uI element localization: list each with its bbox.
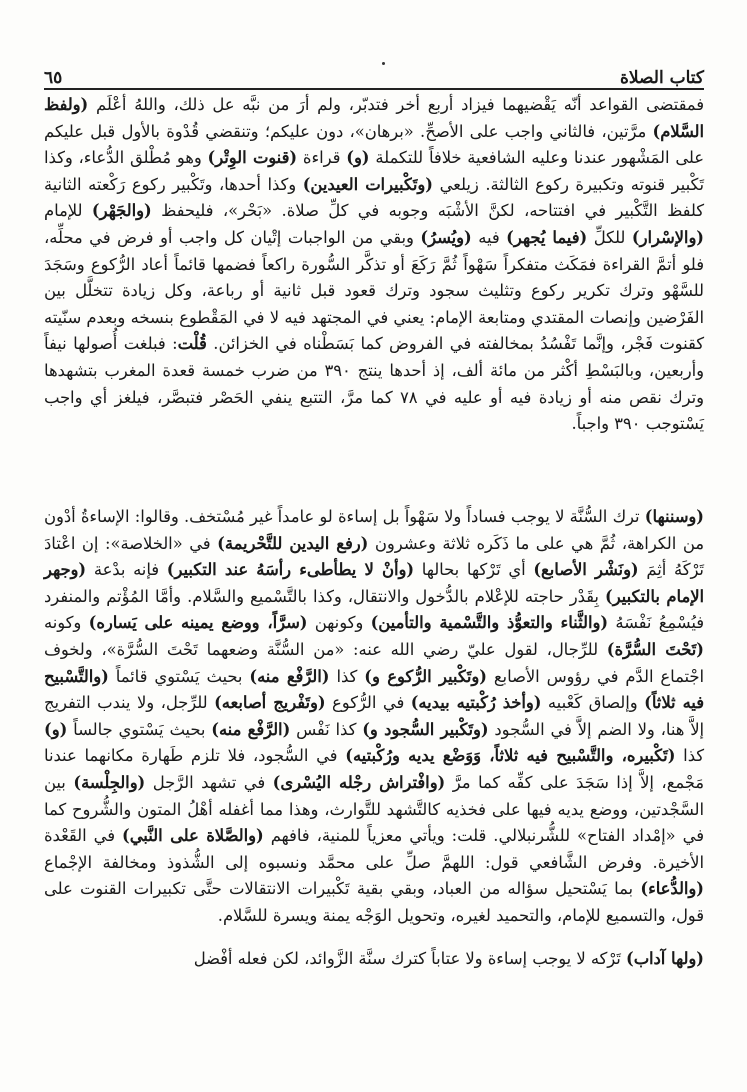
text-run: كذا: [675, 746, 704, 766]
bold-term: (سرَّاً، ووضع يمينه على يَساره): [88, 613, 308, 633]
bold-term: (وأخذ رُكْبتيه بيديه): [410, 693, 542, 713]
text-run: فيه: [471, 227, 507, 247]
bold-term: (رفع اليدين للتَّحْريمة): [217, 533, 369, 553]
bold-term: (والجِلْسة): [73, 772, 146, 792]
text-run: قراءة: [297, 148, 347, 168]
text-run: للكلِّ: [587, 227, 632, 247]
text-run: فمقتضى القواعد أنّه يَقْضيهما فيزاد أربع أخر فتدبّر، ولم أرَ من نبَّه عل ذلك، واللهُ أعْلَم: [88, 95, 704, 114]
text-run: ترك السُّنَّة لا يوجب فساداً ولا سَهْواً بل إساءة لو عامداً غير مُسْتخف. وقالوا: الإساءةُ أدْون من الكراهة، ثُمَّ هي على ما ذَكَره ثلاثة وعشرون: [44, 507, 704, 553]
bold-term: (تَحْتَ السُّرَّة): [606, 639, 704, 659]
text-run: تَرْكه لا يوجب إساءة ولا عتاباً كترك سنَّة الزَّوائد، لكن فعله أفْضل: [193, 948, 626, 968]
bold-term: (الرَّفْع منه): [249, 666, 330, 686]
bold-term: (ولها آداب): [626, 948, 704, 968]
bold-term: (ونَشْر الأصابع): [533, 560, 639, 580]
paragraph-2: [44, 504, 704, 930]
paragraph-1: [44, 92, 704, 490]
text-run: في الرُّكوع: [325, 693, 411, 713]
header-rule: [44, 88, 704, 90]
text-run: وكذا أحدها، وتَكْبير ركوع رَكْعته الثانية كلفظ التَّكْبير في افتتاحه، لكنَّ الأشْبَه وجوبه في كلِّ صلاة. «بَحْر»، فليحفظ: [44, 174, 704, 221]
bold-term: (ولفظ السَّلام): [44, 95, 704, 141]
text-run: بِقَدْر حاجته للإعْلام بالدُّخول والانتقال، وكذا بالتَّسْميع والسَّلام. وأمَّا المُؤْتم والمنفرد فيُسْمِعُ نَفْسَهُ: [44, 586, 705, 633]
text-run: بحيث يَسْتوي جالساً: [67, 719, 212, 739]
bold-term: (ويُسرُ): [420, 227, 472, 247]
bold-term: (وتَكْبير الرُّكوع و): [364, 666, 487, 686]
text-run: في السُّجود، فلا تلزم طَهارة مكانهما عندنا مَجْمع، إلاَّ إذا سَجَدَ على كفِّه كما مرَّ: [44, 746, 704, 792]
bold-term: (وجهر الإمام بالتكبير): [44, 560, 704, 606]
text-run: كذا: [329, 666, 365, 686]
bold-term: (و): [346, 148, 370, 168]
text-run: بين السَّجْدتين، ووضع يديه فيها على فخذيه كالتَّشهد للتَّوارث، وهذا مما أغفله أهْلُ المتون والشُّروح كما في «إمْداد الفتاح» للشُّرنبلالي. قلت: ويأتي معزياً للمنية، فافهم: [44, 772, 704, 846]
bold-term: (وسننها): [644, 507, 704, 526]
bold-term: (وتَكْبيرات العيدين): [302, 174, 433, 194]
page-header: [44, 60, 704, 88]
text-run: وبقي من الواجبات إتْيان كل واجب أو فرض في محلِّه، فلو أتمَّ القراءة فمَكَث متفكراً سَهْواً ثُمَّ رَكَعَ أو تذكَّر السُّورة راكعاً فضمها قائماً أعاد الرُّكوع وسَجَدَ للسَّهْو وترك تكرير ركوع وتثليث سجود وترك قعود قبل ثانية أو رباعة، وكل زيادة تتخلَّل بين الفَرْضين وإنصات المقتدي ومتابعة الإمام: يعني في المجتهد فيه لا في المَقْطوع بنسخه وبعدم سنّيته كقنوت فَجْر، وإنَّما تَفْسُدُ بمخالفته في الفروض كما بَسَطْناه في الخزائن.: [44, 227, 704, 354]
bold-term: (الرَّفْع منه): [211, 719, 291, 739]
bold-term: (والثَّناء والتعوُّذ والتَّسْمية والتأمين): [370, 613, 609, 633]
bold-term: (تَكْبيره، والتَّسْبيح فيه ثلاثاً، وَوَضْع يديه ورُكْبتيه): [345, 746, 676, 766]
text-run: أي تَرْكها بحالها: [414, 560, 534, 580]
bold-term: (والصَّلاة على النَّبي): [122, 826, 264, 846]
page-body: [44, 92, 704, 972]
page-number: ٦٥: [44, 68, 63, 88]
text-run: : فبلغت أُصولها نيفاً وأربعين، وبالبَسْطِ أكْثر من مائة ألف، إذ أحدها ينتج ٣٩٠ من ضرب خمسة قعدة المغرب بتشهدها وترك نقص منه أو زيادة فيه أو عليه في ٧٨ كما مرَّ، التتبع ينفي الحَصْر فتبصَّر، فيلغز أي واجب يَسْتوجب ٣٩٠ واجباً.: [44, 334, 705, 434]
bold-term: (والجَهْر): [91, 201, 152, 221]
bold-term: (والإسْرار): [631, 227, 705, 247]
paragraph-3: [44, 946, 704, 973]
bold-term: (والدُّعاء): [640, 879, 704, 899]
text-run: كذا نَفْس: [290, 719, 363, 739]
text-run: مرَّتين، فالثاني واجب على الأصحِّ. «برهان»، دون عليكم؛ وتنقضي قُدْوة بالأول قبل عليكم على المَشْهور عندنا وعليه الشافعية خلافاً للتكملة: [44, 121, 705, 168]
bold-term: (وتَفْريج أصابعه): [214, 693, 326, 713]
text-run: للرِّجل، ولا يندب التفريج إلاَّ هنا، ولا الضم إلاَّ في السُّجود: [44, 693, 705, 739]
bold-term: قُلْت: [177, 334, 207, 354]
bold-term: (فيما يُجهر): [506, 227, 588, 247]
text-run: وكونهن: [307, 613, 371, 633]
text-run: للرِّجال، لقول عليّ رضي الله عنه: «من السُّنَّة وضعهما تَحْتَ السُّرَّة»، ولخوف اجْتماع الدَّم في رؤوس الأصابع: [44, 639, 705, 686]
text-run: في تشهد الرَّجل: [145, 772, 273, 792]
bold-term: (وافْتراش رجْله اليُسْرى): [272, 772, 446, 792]
chapter-title: كتاب الصلاة: [619, 68, 704, 88]
text-run: وكونه: [44, 613, 89, 633]
text-run: فإنه بدْعة: [86, 560, 167, 580]
text-run: بما يَسْتحيل سؤاله من العباد، وبقي بقية تَكْبيرات الانتقالات حتَّى تكبيرات القنوت على قول، والتسميع للإمام، والتحميد لغيره، وتحويل الوَجْه يمنة ويسرة للسَّلام.: [44, 879, 704, 925]
text-run: بحيث يَسْتوي قائماً: [108, 666, 250, 686]
text-run: في «الخلاصة»: إن اعْتادَ تَرْكَهُ أثِمَ: [44, 533, 704, 580]
header-mark: [382, 62, 385, 65]
text-run: وإلصاق كَعْبيه: [541, 693, 645, 713]
text-run: للإمام: [44, 201, 92, 221]
text-run: في القَعْدة الأخيرة. وفرض الشَّافعي قول: اللهمَّ صلِّ على محمَّد ونسبوه إلى الشُّذوذ ومخالفة الإجْماع: [44, 826, 704, 872]
bold-term: (قنوت الوِتْر): [207, 148, 298, 168]
bold-term: (والتَّسْبيح فيه ثلاثاً): [44, 666, 704, 713]
bold-term: (و): [44, 719, 68, 739]
bold-term: (وتَكْبير السُّجود و): [362, 719, 489, 739]
text-run: وهو مُطْلق الدُّعاء، وكذا تَكْبير قنوته وتكبيرة ركوع الثالثة. زيلعي: [44, 148, 705, 194]
bold-term: (وأنْ لا يطأطىء رأسَهُ عند التكبير): [166, 560, 415, 580]
